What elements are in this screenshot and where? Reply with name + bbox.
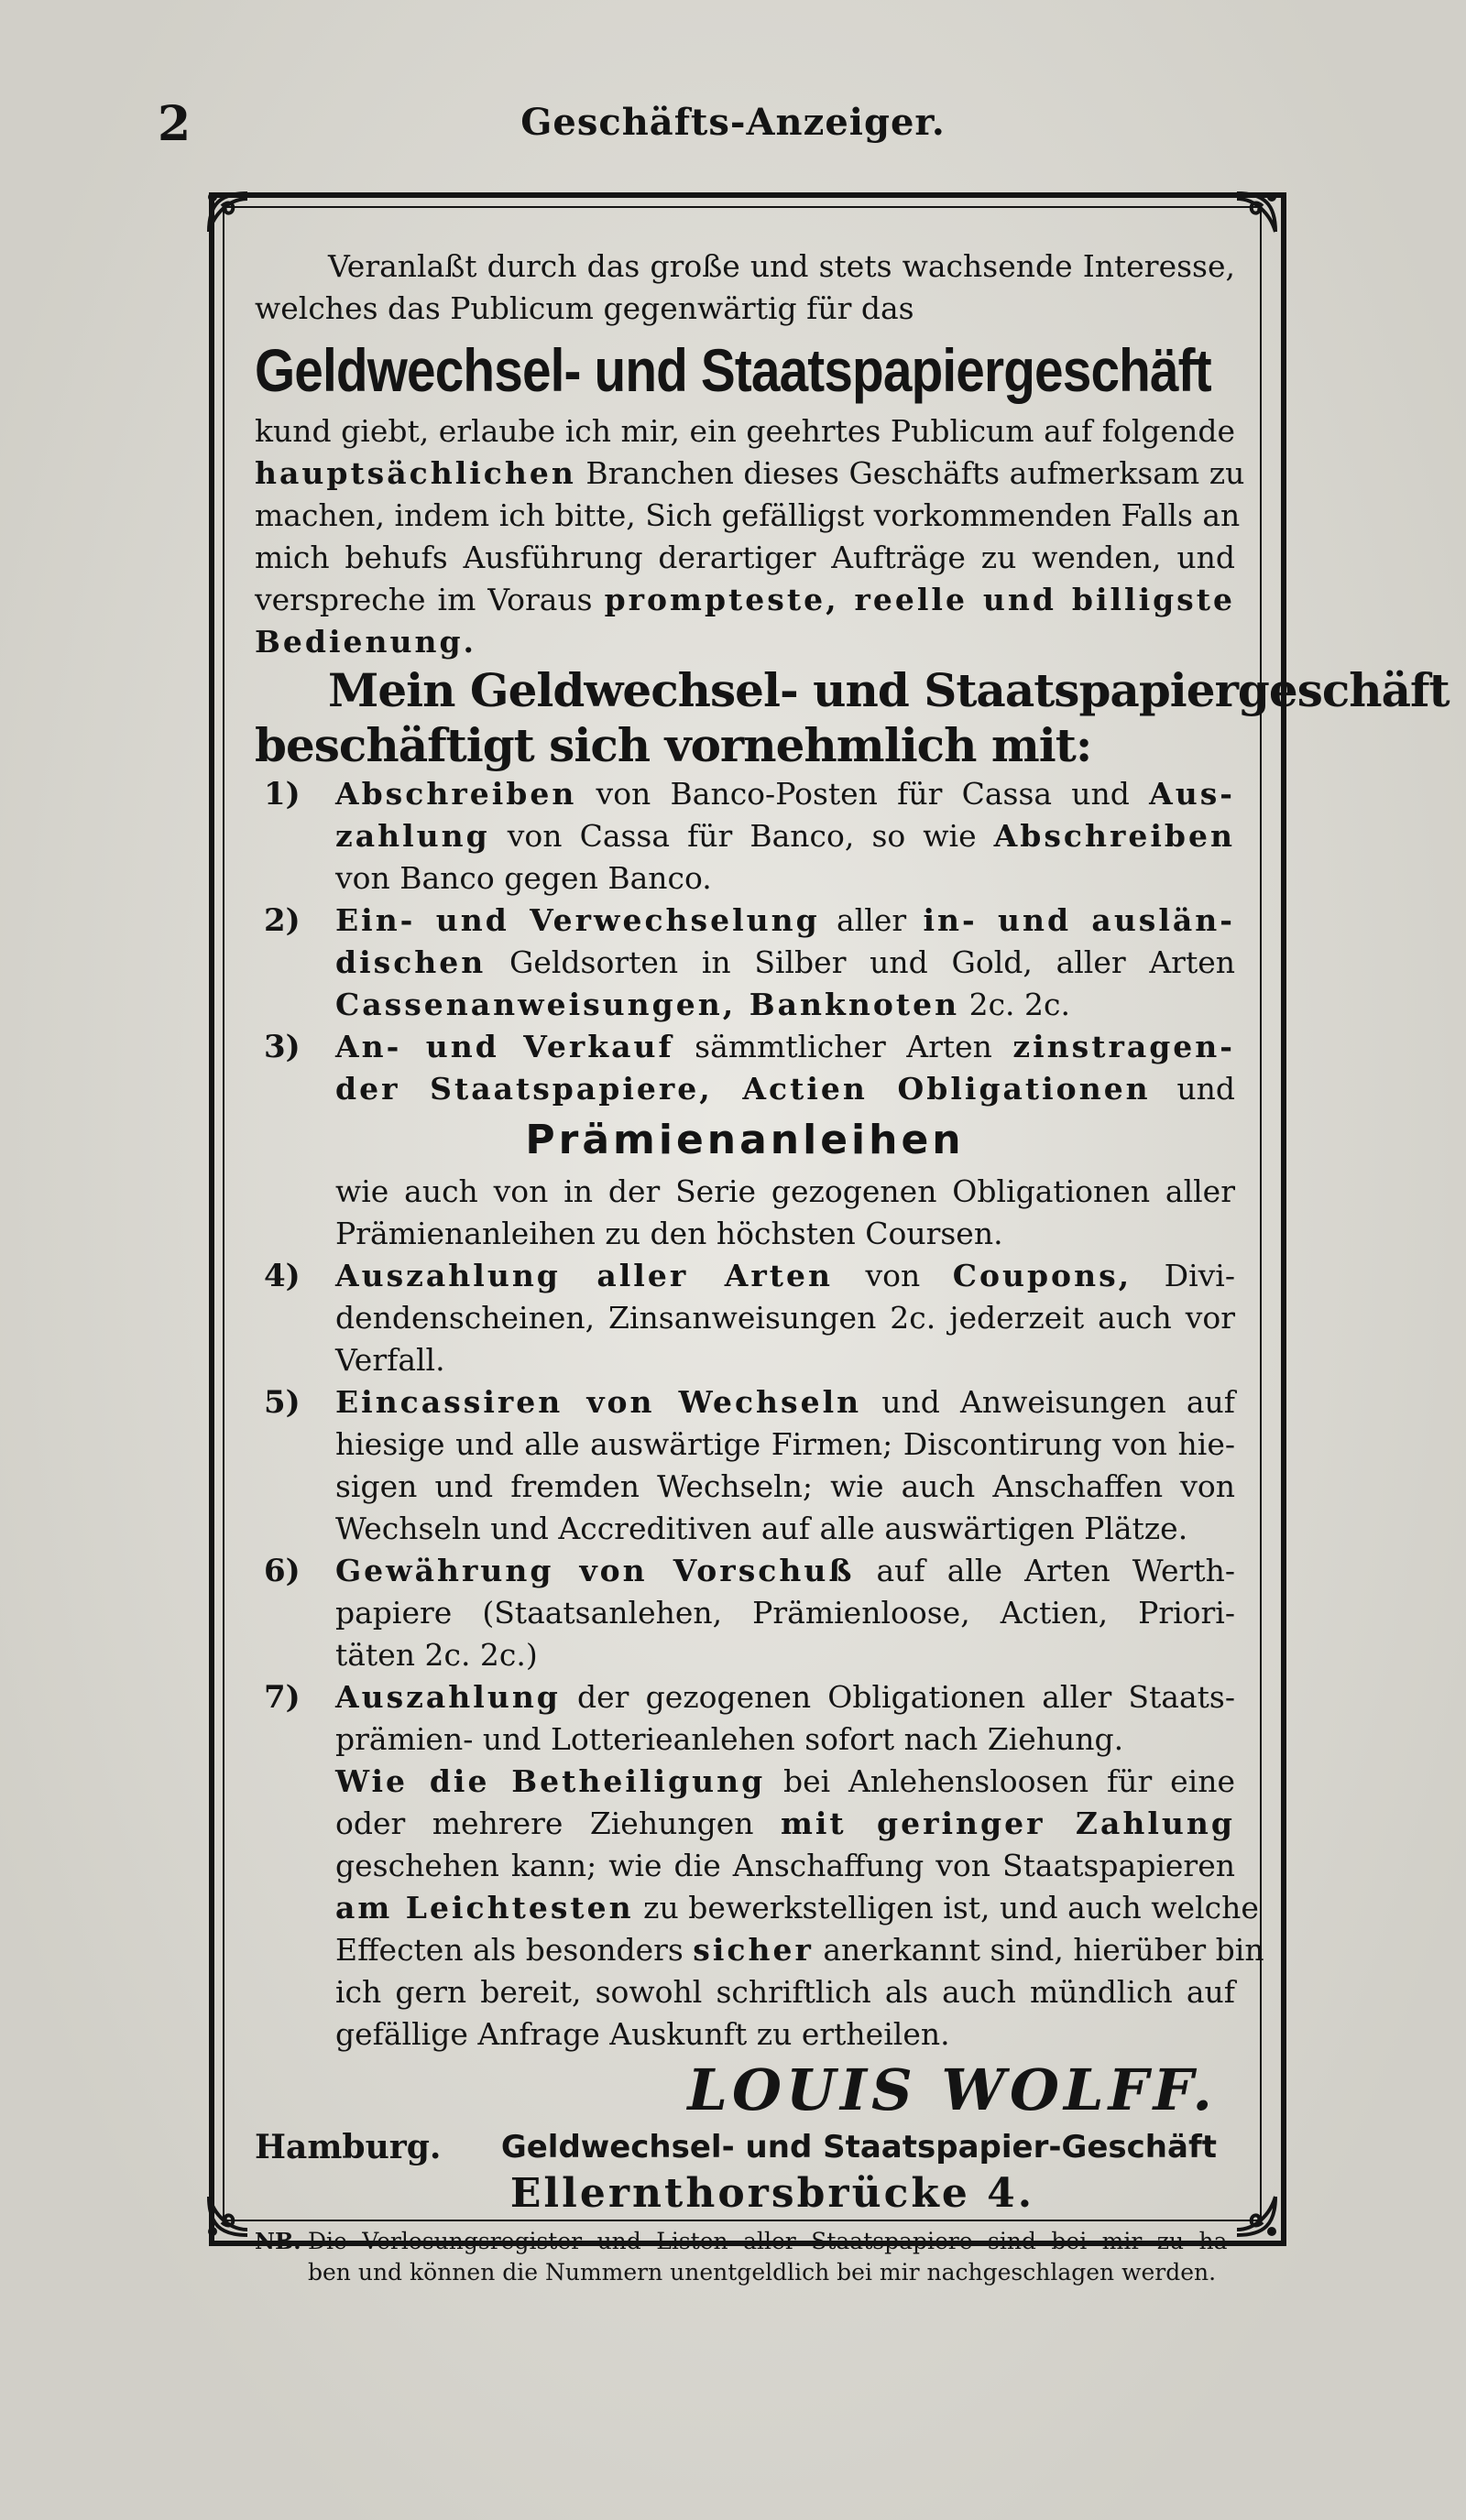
service-item — [255, 1255, 1235, 1381]
text-line — [335, 1339, 1235, 1381]
plain-text: zu bewerkstelligen ist, und auch welche — [633, 1890, 1259, 1925]
text-line — [335, 1803, 1235, 1845]
body-line: machen, indem ich bitte, Sich gefälligst vorkommenden Falls an — [255, 497, 1241, 533]
text-line — [335, 942, 1235, 984]
text-line — [335, 2013, 1235, 2056]
plain-text: oder mehrere Ziehungen — [335, 1805, 781, 1841]
plain-text: ich gern bereit, sowohl schriftlich als auch mündlich auf — [335, 1974, 1235, 2010]
plain-text: sämmtlicher Arten — [673, 1029, 1013, 1064]
plain-text: papiere (Staatsanlehen, Prämienloose, Actien, Priori- — [335, 1595, 1235, 1631]
text-line — [335, 984, 1235, 1026]
bold-phrase: Cassenanweisungen, Banknoten — [335, 987, 960, 1022]
service-item — [255, 900, 1235, 1026]
plain-text: der gezogenen Obligationen aller Staats- — [560, 1679, 1235, 1715]
service-item — [255, 1026, 1235, 1255]
service-item — [255, 1676, 1235, 1761]
firm-name: Geldwechsel- und Staatspapier-Geschäft — [500, 2129, 1217, 2165]
service-list — [255, 773, 1235, 1761]
bold-phrase: zinstragen- — [1012, 1029, 1235, 1064]
bold-phrase: Abschreiben — [335, 776, 577, 812]
body-line — [255, 579, 1235, 621]
plain-text: anerkannt sind, hierüber bin — [813, 1932, 1264, 1968]
plain-text: und Anweisungen auf — [861, 1384, 1235, 1420]
plain-text: Effecten als besonders — [335, 1932, 694, 1968]
city: Hamburg. — [255, 2128, 442, 2166]
nb-label: NB. — [255, 2228, 301, 2254]
plain-text: täten 2c. 2c.) — [335, 1637, 538, 1673]
text-line — [335, 1845, 1235, 1887]
body-text: Branchen dieses Geschäfts aufmerksam zu — [585, 455, 1245, 491]
text-line — [335, 1887, 1259, 1929]
text-line — [335, 1761, 1235, 1803]
text-line — [335, 1068, 1235, 1110]
nb-line: ben und können die Nummern unentgeldlich bei mir nachgeschlagen werden. — [308, 2259, 1217, 2285]
body-line: kund giebt, erlaube ich mir, ein geehrtes Publicum auf folgende — [255, 413, 1235, 449]
text-line — [335, 1550, 1235, 1592]
bold-phrase: sicher — [693, 1932, 814, 1968]
body-text: verspreche im Voraus — [255, 582, 593, 617]
bedienung-bold: Bedienung. — [255, 624, 477, 660]
text-line — [335, 1424, 1235, 1466]
corner-ornament-icon — [202, 186, 255, 239]
corner-ornament-icon — [202, 2189, 255, 2242]
plain-text: sigen und fremden Wechseln; wie auch Anschaffen von — [335, 1468, 1235, 1504]
item-number: 6) — [264, 1553, 301, 1589]
service-item — [255, 1381, 1235, 1550]
bold-phrase: Aus- — [1149, 776, 1235, 812]
text-line — [335, 1676, 1235, 1718]
plain-text: geschehen kann; wie die Anschaffung von Staatspapieren — [335, 1848, 1235, 1883]
subheading-praemienanleihen: Prämienanleihen — [525, 1117, 965, 1163]
bold-phrase: der Staatspapiere, Actien Obligationen — [335, 1071, 1151, 1107]
bold-phrase: am Leichtesten — [335, 1890, 634, 1925]
bold-phrase: Eincassiren von Wechseln — [335, 1384, 862, 1420]
plain-text: hiesige und alle auswärtige Firmen; Discontirung von hie- — [335, 1426, 1235, 1462]
plain-text: Wechseln und Accreditiven auf alle auswärtigen Plätze. — [335, 1511, 1188, 1546]
body-line — [255, 453, 1245, 495]
body-line: mich behufs Ausführung derartiger Aufträge zu wenden, und — [255, 540, 1235, 575]
bold-phrase: Abschreiben — [993, 818, 1235, 854]
corner-ornament-icon — [1230, 186, 1283, 239]
bold-phrase: Wie die Betheiligung — [335, 1763, 766, 1799]
plain-text: dendenscheinen, Zinsanweisungen 2c. jederzeit auch vor — [335, 1300, 1235, 1336]
text-line — [335, 815, 1235, 857]
text-line — [335, 773, 1235, 815]
text-line — [335, 1297, 1235, 1339]
main-heading: Mein Geldwechsel- und Staatspapiergeschäft — [328, 663, 1450, 717]
address-row — [255, 2125, 1235, 2169]
advert-content — [255, 245, 1450, 2288]
item-number: 4) — [264, 1258, 301, 1294]
plain-text: gefällige Anfrage Auskunft zu ertheilen. — [335, 2016, 950, 2052]
main-heading: beschäftigt sich vornehmlich mit: — [255, 718, 1092, 772]
plain-text: von Banco gegen Banco. — [335, 860, 712, 896]
body-bold-word: hauptsächlichen — [255, 455, 576, 491]
bold-phrase: Coupons, — [952, 1258, 1132, 1293]
bold-phrase: in- und auslän- — [923, 902, 1235, 938]
page-number: 2 — [158, 96, 191, 152]
bold-phrase: mit geringer Zahlung — [780, 1805, 1235, 1841]
bold-phrase: Auszahlung aller Arten — [335, 1258, 833, 1293]
plain-text: aller — [819, 902, 924, 938]
bold-phrase: dischen — [335, 944, 487, 980]
text-line: wie auch von in der Serie gezogenen Obligationen aller — [335, 1173, 1235, 1209]
item-number: 7) — [264, 1679, 301, 1716]
plain-text: Verfall. — [335, 1342, 445, 1378]
corner-ornament-icon — [1230, 2189, 1283, 2242]
item-number: 2) — [264, 902, 301, 939]
intro-line: welches das Publicum gegenwärtig für das — [255, 290, 914, 326]
promise-bold: prompteste, reelle und billigste — [604, 582, 1235, 617]
bold-phrase: Gewährung von Vorschuß — [335, 1553, 855, 1588]
service-item — [255, 773, 1235, 900]
bold-phrase: Ein- und Verwechselung — [335, 902, 820, 938]
plain-text: und — [1150, 1071, 1235, 1107]
closing-paragraph — [255, 1761, 1264, 2056]
text-line — [335, 1466, 1235, 1508]
text-line — [335, 1026, 1235, 1068]
nb-line: Die Verlosungsregister und Listen aller Staatspapiere sind bei mir zu ha- — [308, 2228, 1235, 2254]
bold-phrase: Auszahlung — [335, 1679, 561, 1715]
text-line — [335, 1592, 1235, 1634]
plain-text: Geldsorten in Silber und Gold, aller Arten — [486, 944, 1235, 980]
service-item — [255, 1550, 1235, 1676]
plain-text: 2c. 2c. — [959, 987, 1070, 1022]
intro-line: Veranlaßt durch das große und stets wachsende Interesse, — [328, 248, 1235, 284]
nota-bene — [255, 2226, 1235, 2288]
text-line — [335, 1718, 1235, 1761]
signature: LOUIS WOLFF. — [687, 2056, 1217, 2123]
street-address: Ellernthorsbrücke 4. — [509, 2170, 1035, 2217]
text-line — [335, 1929, 1264, 1971]
text-line — [335, 900, 1235, 942]
plain-text: Divi- — [1132, 1258, 1235, 1293]
text-line — [335, 1634, 1235, 1676]
text-line — [335, 1508, 1235, 1550]
plain-text: auf alle Arten Werth- — [854, 1553, 1235, 1588]
item-number: 3) — [264, 1029, 301, 1065]
plain-text: bei Anlehensloosen für eine — [765, 1763, 1235, 1799]
bold-phrase: zahlung — [335, 818, 490, 854]
headline: Geldwechsel- und Staatspapiergeschäft — [255, 336, 1211, 404]
text-line: Prämienanleihen zu den höchsten Coursen. — [335, 1216, 1003, 1251]
bold-phrase: An- und Verkauf — [335, 1029, 674, 1064]
plain-text: prämien- und Lotterieanlehen sofort nach Ziehung. — [335, 1721, 1124, 1757]
text-line — [335, 1381, 1235, 1424]
running-title: Geschäfts-Anzeiger. — [520, 101, 946, 144]
plain-text: von Cassa für Banco, so wie — [489, 818, 994, 854]
plain-text: von Banco-Posten für Cassa und — [576, 776, 1150, 812]
text-line — [335, 1971, 1235, 2013]
body-line — [255, 621, 1235, 663]
plain-text: von — [832, 1258, 953, 1293]
item-number: 5) — [264, 1384, 301, 1421]
text-line — [335, 857, 1235, 900]
item-number: 1) — [264, 776, 301, 813]
text-line — [335, 1255, 1235, 1297]
